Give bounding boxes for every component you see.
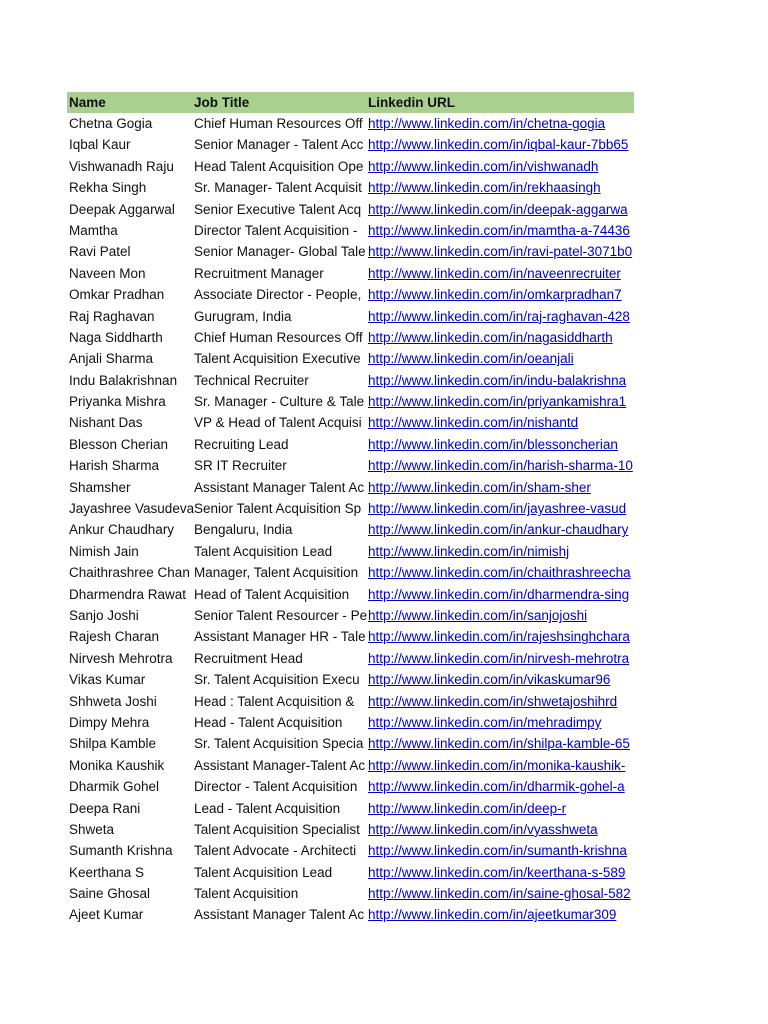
table-row — [67, 348, 634, 369]
cell-linkedin-url — [368, 498, 634, 519]
linkedin-link[interactable]: http://www.linkedin.com/in/mehradimpy — [368, 714, 602, 730]
cell-linkedin-url — [368, 306, 634, 327]
cell-name: Deepa Rani — [69, 800, 141, 816]
linkedin-link[interactable]: http://www.linkedin.com/in/nirvesh-mehrotra — [368, 650, 630, 666]
table-row — [67, 263, 634, 284]
cell-name: Shhweta Joshi — [69, 693, 157, 709]
table-row — [67, 113, 634, 134]
cell-job-title: Senior Manager - Talent Acc — [194, 137, 364, 153]
cell-linkedin-url — [368, 519, 634, 540]
cell-name: Indu Balakrishnan — [69, 372, 178, 388]
cell-name: Nimish Jain — [69, 543, 139, 559]
linkedin-link[interactable]: http://www.linkedin.com/in/nimishj — [368, 543, 570, 559]
cell-name: Nirvesh Mehrotra — [69, 650, 173, 666]
linkedin-link[interactable]: http://www.linkedin.com/in/sanjojoshi — [368, 607, 588, 623]
table-row — [67, 412, 634, 433]
table-row — [67, 541, 634, 562]
linkedin-link[interactable]: http://www.linkedin.com/in/naveenrecruiter — [368, 265, 621, 281]
cell-linkedin-url — [368, 648, 634, 669]
linkedin-link[interactable]: http://www.linkedin.com/in/dharmik-gohel-a — [368, 779, 625, 795]
linkedin-link[interactable]: http://www.linkedin.com/in/sumanth-krishna — [368, 843, 627, 859]
cell-name: Dimpy Mehra — [69, 714, 150, 730]
cell-job-title: Gurugram, India — [194, 308, 292, 324]
cell-job-title: Manager, Talent Acquisition — [194, 565, 359, 581]
cell-name: Naga Siddharth — [69, 329, 163, 345]
linkedin-link[interactable]: http://www.linkedin.com/in/ajeetkumar309 — [368, 907, 617, 923]
linkedin-link[interactable]: http://www.linkedin.com/in/mamtha-a-74436 — [368, 222, 630, 238]
table-row — [67, 904, 634, 925]
cell-name: Deepak Aggarwal — [69, 201, 175, 217]
cell-name: Harish Sharma — [69, 458, 160, 474]
cell-name: Rajesh Charan — [69, 629, 160, 645]
cell-name: Ankur Chaudhary — [69, 522, 175, 538]
table-row — [67, 434, 634, 455]
cell-linkedin-url — [368, 391, 634, 412]
cell-job-title: Talent Advocate - Architecti — [194, 843, 357, 859]
cell-job-title: Sr. Talent Acquisition Specia — [194, 736, 364, 752]
table-body — [67, 113, 634, 926]
table-row — [67, 862, 634, 883]
cell-job-title: Bengaluru, India — [194, 522, 293, 538]
linkedin-link[interactable]: http://www.linkedin.com/in/ankur-chaudhary — [368, 522, 629, 538]
cell-linkedin-url — [368, 327, 634, 348]
cell-name: Keerthana S — [69, 864, 145, 880]
table-row — [67, 306, 634, 327]
cell-linkedin-url — [368, 755, 634, 776]
table-row — [67, 156, 634, 177]
cell-job-title: VP & Head of Talent Acquisi — [194, 415, 362, 431]
cell-job-title: Lead - Talent Acquisition — [194, 800, 341, 816]
cell-linkedin-url — [368, 177, 634, 198]
table-row — [67, 241, 634, 262]
table-row — [67, 562, 634, 583]
table-row — [67, 819, 634, 840]
table-row — [67, 477, 634, 498]
table-header-row — [67, 92, 634, 113]
cell-job-title: Associate Director - People, — [194, 287, 362, 303]
cell-linkedin-url — [368, 605, 634, 626]
cell-name: Shamsher — [69, 479, 131, 495]
cell-name: Vikas Kumar — [69, 672, 146, 688]
cell-linkedin-url — [368, 412, 634, 433]
column-header-job-title: Job Title — [194, 95, 250, 110]
cell-name: Nishant Das — [69, 415, 143, 431]
cell-job-title: Chief Human Resources Off — [194, 329, 363, 345]
cell-name: Dharmendra Rawat — [69, 586, 187, 602]
table-row — [67, 605, 634, 626]
linkedin-link[interactable]: http://www.linkedin.com/in/deepak-aggarwa — [368, 201, 628, 217]
table-row — [67, 134, 634, 155]
cell-name: Shweta — [69, 821, 115, 837]
cell-name: Mamtha — [69, 222, 118, 238]
cell-job-title: Senior Executive Talent Acq — [194, 201, 362, 217]
table-row — [67, 712, 634, 733]
linkedin-link[interactable]: http://www.linkedin.com/in/nishantd — [368, 415, 579, 431]
cell-job-title: Director Talent Acquisition - — [194, 222, 358, 238]
cell-linkedin-url — [368, 477, 634, 498]
linkedin-link[interactable]: http://www.linkedin.com/in/dharmendra-sing — [368, 586, 630, 602]
linkedin-link[interactable]: http://www.linkedin.com/in/deep-r — [368, 800, 567, 816]
cell-job-title: Assistant Manager-Talent Ac — [194, 757, 366, 773]
cell-linkedin-url — [368, 134, 634, 155]
table-row — [67, 177, 634, 198]
cell-linkedin-url — [368, 798, 634, 819]
cell-linkedin-url — [368, 840, 634, 861]
cell-linkedin-url — [368, 733, 634, 754]
cell-job-title: Sr. Manager - Culture & Tale — [194, 394, 365, 410]
cell-name: Blesson Cherian — [69, 436, 169, 452]
cell-job-title: Assistant Manager HR - Tale — [194, 629, 366, 645]
cell-job-title: Talent Acquisition Specialist — [194, 821, 360, 837]
cell-name: Ravi Patel — [69, 244, 131, 260]
linkedin-link[interactable]: http://www.linkedin.com/in/vikaskumar96 — [368, 672, 611, 688]
table-row — [67, 691, 634, 712]
linkedin-link[interactable]: http://www.linkedin.com/in/shwetajoshihrd — [368, 693, 618, 709]
cell-name: Ajeet Kumar — [69, 907, 144, 923]
linkedin-link[interactable]: http://www.linkedin.com/in/harish-sharma-10 — [368, 458, 633, 474]
cell-job-title: Recruiting Lead — [194, 436, 289, 452]
table-row — [67, 776, 634, 797]
linkedin-link[interactable]: http://www.linkedin.com/in/vishwanadh — [368, 158, 599, 174]
cell-job-title: Senior Talent Acquisition Sp — [194, 501, 362, 517]
linkedin-link[interactable]: http://www.linkedin.com/in/vyasshweta — [368, 821, 598, 837]
cell-name: Omkar Pradhan — [69, 287, 165, 303]
linkedin-link[interactable]: http://www.linkedin.com/in/priyankamishra1 — [368, 394, 627, 410]
table-row — [67, 199, 634, 220]
cell-name: Chetna Gogia — [69, 116, 153, 131]
cell-job-title: SR IT Recruiter — [194, 458, 287, 474]
cell-job-title: Assistant Manager Talent Ac — [194, 907, 365, 923]
cell-linkedin-url — [368, 819, 634, 840]
table-row — [67, 455, 634, 476]
cell-linkedin-url — [368, 455, 634, 476]
cell-name: Anjali Sharma — [69, 351, 154, 367]
cell-linkedin-url — [368, 220, 634, 241]
table-row — [67, 840, 634, 861]
table-row — [67, 669, 634, 690]
table-row — [67, 220, 634, 241]
cell-name: Saine Ghosal — [69, 886, 151, 902]
linkedin-link[interactable]: http://www.linkedin.com/in/raj-raghavan-428 — [368, 308, 630, 324]
cell-name: Raj Raghavan — [69, 308, 155, 324]
linkedin-link[interactable]: http://www.linkedin.com/in/indu-balakrishna — [368, 372, 627, 388]
cell-linkedin-url — [368, 883, 634, 904]
linkedin-link[interactable]: http://www.linkedin.com/in/chetna-gogia — [368, 116, 606, 131]
linkedin-link[interactable]: http://www.linkedin.com/in/chaithrashreecha — [368, 565, 631, 581]
cell-linkedin-url — [368, 113, 634, 134]
table-row — [67, 798, 634, 819]
cell-linkedin-url — [368, 263, 634, 284]
cell-name: Dharmik Gohel — [69, 779, 160, 795]
cell-linkedin-url — [368, 370, 634, 391]
linkedin-link[interactable]: http://www.linkedin.com/in/saine-ghosal-582 — [368, 886, 631, 902]
cell-job-title: Sr. Manager- Talent Acquisit — [194, 180, 362, 196]
contacts-table — [67, 92, 634, 926]
cell-job-title: Senior Manager- Global Tale — [194, 244, 366, 260]
column-header-linkedin-url: Linkedin URL — [368, 95, 455, 110]
cell-name: Chaithrashree Chan — [69, 565, 190, 581]
cell-job-title: Head - Talent Acquisition — [194, 714, 343, 730]
cell-name: Naveen Mon — [69, 265, 146, 281]
cell-linkedin-url — [368, 862, 634, 883]
linkedin-link[interactable]: http://www.linkedin.com/in/blessoncherian — [368, 436, 618, 452]
cell-job-title: Assistant Manager Talent Ac — [194, 479, 365, 495]
linkedin-link[interactable]: http://www.linkedin.com/in/nagasiddharth — [368, 329, 613, 345]
cell-job-title: Talent Acquisition — [194, 886, 299, 902]
cell-job-title: Head Talent Acquisition Ope — [194, 158, 364, 174]
cell-linkedin-url — [368, 348, 634, 369]
cell-linkedin-url — [368, 626, 634, 647]
cell-job-title: Head : Talent Acquisition & — [194, 693, 355, 709]
linkedin-link[interactable]: http://www.linkedin.com/in/rajeshsinghchara — [368, 629, 630, 645]
table-row — [67, 584, 634, 605]
cell-job-title: Head of Talent Acquisition — [194, 586, 350, 602]
cell-job-title: Senior Talent Resourcer - Pe — [194, 607, 368, 623]
cell-linkedin-url — [368, 434, 634, 455]
cell-job-title: Talent Acquisition Lead — [194, 543, 333, 559]
linkedin-link[interactable]: http://www.linkedin.com/in/rekhaasingh — [368, 180, 601, 196]
linkedin-link[interactable]: http://www.linkedin.com/in/monika-kaushik- — [368, 757, 626, 773]
cell-linkedin-url — [368, 199, 634, 220]
cell-linkedin-url — [368, 584, 634, 605]
cell-job-title: Sr. Talent Acquisition Execu — [194, 672, 360, 688]
cell-linkedin-url — [368, 541, 634, 562]
cell-job-title: Director - Talent Acquisition — [194, 779, 358, 795]
cell-job-title: Chief Human Resources Off — [194, 116, 363, 131]
cell-linkedin-url — [368, 669, 634, 690]
cell-name: Monika Kaushik — [69, 757, 165, 773]
cell-linkedin-url — [368, 284, 634, 305]
linkedin-link[interactable]: http://www.linkedin.com/in/oeanjali — [368, 351, 574, 367]
table-row — [67, 648, 634, 669]
table-row — [67, 755, 634, 776]
cell-name: Shilpa Kamble — [69, 736, 157, 752]
cell-name: Priyanka Mishra — [69, 394, 166, 410]
linkedin-link[interactable]: http://www.linkedin.com/in/iqbal-kaur-7bb65 — [368, 137, 629, 153]
table-row — [67, 370, 634, 391]
linkedin-link[interactable]: http://www.linkedin.com/in/shilpa-kamble-65 — [368, 736, 630, 752]
linkedin-link[interactable]: http://www.linkedin.com/in/keerthana-s-589 — [368, 864, 626, 880]
cell-name: Rekha Singh — [69, 180, 147, 196]
table-row — [67, 284, 634, 305]
cell-linkedin-url — [368, 712, 634, 733]
linkedin-link[interactable]: http://www.linkedin.com/in/jayashree-vasud — [368, 501, 627, 517]
cell-linkedin-url — [368, 904, 634, 925]
table-row — [67, 327, 634, 348]
cell-linkedin-url — [368, 562, 634, 583]
cell-name: Sumanth Krishna — [69, 843, 173, 859]
cell-linkedin-url — [368, 156, 634, 177]
linkedin-link[interactable]: http://www.linkedin.com/in/omkarpradhan7 — [368, 287, 622, 303]
column-header-name: Name — [69, 95, 106, 110]
cell-job-title: Recruitment Head — [194, 650, 303, 666]
linkedin-link[interactable]: http://www.linkedin.com/in/ravi-patel-3071b0 — [368, 244, 633, 260]
table-row — [67, 733, 634, 754]
cell-name: Iqbal Kaur — [69, 137, 131, 153]
table-row — [67, 519, 634, 540]
table-row — [67, 391, 634, 412]
cell-job-title: Recruitment Manager — [194, 265, 324, 281]
cell-job-title: Technical Recruiter — [194, 372, 309, 388]
cell-job-title: Talent Acquisition Executive — [194, 351, 361, 367]
table-row — [67, 883, 634, 904]
cell-job-title: Talent Acquisition Lead — [194, 864, 333, 880]
table-row — [67, 626, 634, 647]
cell-linkedin-url — [368, 241, 634, 262]
table-row — [67, 498, 634, 519]
cell-name: Jayashree Vasudeva — [69, 501, 194, 517]
cell-name: Sanjo Joshi — [69, 607, 139, 623]
cell-name: Vishwanadh Raju — [69, 158, 174, 174]
cell-linkedin-url — [368, 776, 634, 797]
cell-linkedin-url — [368, 691, 634, 712]
linkedin-link[interactable]: http://www.linkedin.com/in/sham-sher — [368, 479, 591, 495]
